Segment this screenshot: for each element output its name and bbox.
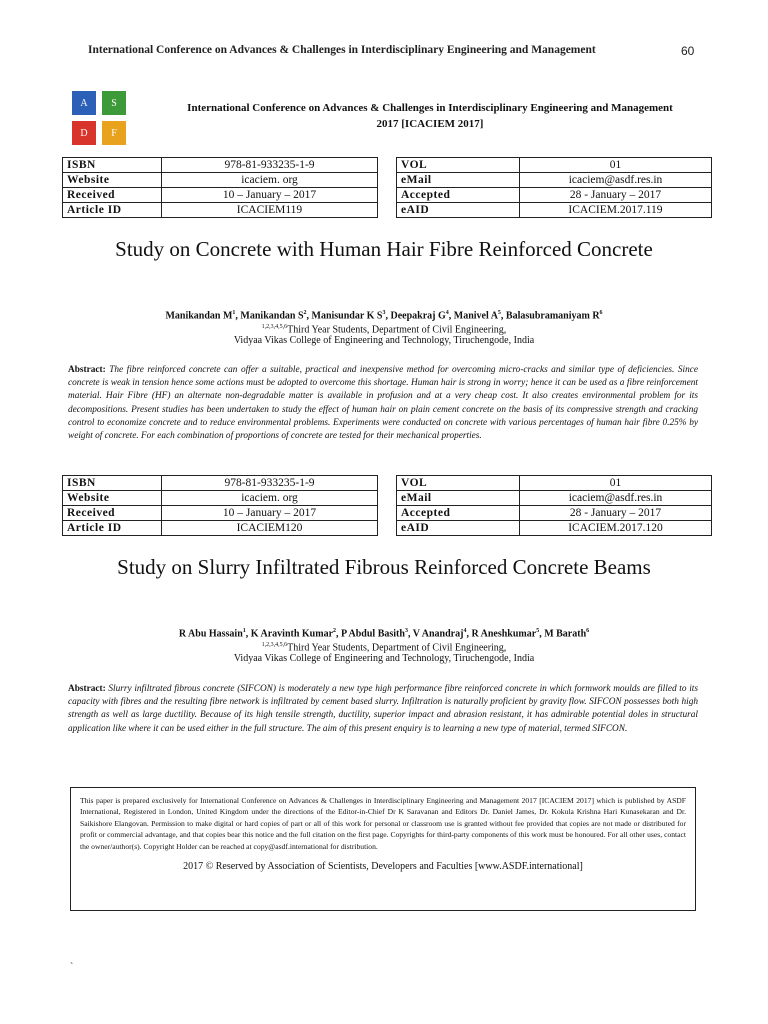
meta-row xyxy=(397,491,712,506)
meta-value: ICACIEM120 xyxy=(162,521,378,536)
copyright-box xyxy=(70,787,696,911)
meta-row xyxy=(397,476,712,491)
meta-key: Article ID xyxy=(63,203,162,218)
author-sup: 4 xyxy=(445,310,449,316)
author-name: Deepakraj G xyxy=(390,310,446,322)
abstract-text: Slurry infiltrated fibrous concrete (SIFCON) is moderately a new type high performance fibre reinforced concrete in which formwork moulds are filled to its capacity with fibres and the resulting fibre network is infiltrated by cement based slurry. Infiltration is naturally proficient by gravity flow. SIFCON possesses both high strength as well as large ductility. Because of its high tensile strength, ductility, superior impact and abrasion resistant, it has admirable potential doles in structural application like where it can be used either in the full structure. The aim of this present enquiry is to learning a new type of material, termed SIFCON. xyxy=(68,684,698,734)
meta-value: 978-81-933235-1-9 xyxy=(162,158,378,173)
meta-value: 28 - January – 2017 xyxy=(520,188,712,203)
meta-row xyxy=(397,203,712,218)
logo-cell-s: S xyxy=(102,91,126,115)
meta-row xyxy=(63,173,378,188)
meta-row xyxy=(63,188,378,203)
meta-value: 10 – January – 2017 xyxy=(162,188,378,203)
meta-key: VOL xyxy=(397,476,520,491)
meta-key: Accepted xyxy=(397,506,520,521)
meta-key: Website xyxy=(63,173,162,188)
meta-row xyxy=(63,521,378,536)
meta-key: ISBN xyxy=(63,158,162,173)
author-sup: 5 xyxy=(536,628,540,634)
meta-row xyxy=(397,173,712,188)
meta-value: 10 – January – 2017 xyxy=(162,506,378,521)
meta-value: 01 xyxy=(520,476,712,491)
page-number: 60 xyxy=(681,44,695,58)
meta-value: icaciem. org xyxy=(162,491,378,506)
affiliation-text: Third Year Students, Department of Civil Engineering, xyxy=(287,324,507,336)
logo-cell-d: D xyxy=(72,121,96,145)
author-name: Manivel A xyxy=(453,310,498,322)
copyright-line: 2017 © Reserved by Association of Scientists, Developers and Faculties [www.ASDF.international] xyxy=(183,861,583,873)
meta-value: icaciem@asdf.res.in xyxy=(520,491,712,506)
author-sup: 6 xyxy=(586,628,590,634)
meta-value: ICACIEM.2017.119 xyxy=(520,203,712,218)
meta-key: Accepted xyxy=(397,188,520,203)
paper1-title: Study on Concrete with Human Hair Fibre Reinforced Concrete xyxy=(115,237,653,261)
paper2-authors: R Abu Hassain$^1$, K Aravinth Kumar$^2$, P Abdul Basith$^3$, V Anandraj$^4$, R Aneshkumar$^5$, M Barath$^6$ xyxy=(178,628,590,640)
meta-value: 01 xyxy=(520,158,712,173)
meta-row xyxy=(63,203,378,218)
author-name: Manikandan M xyxy=(165,310,233,322)
author-sup: 4 xyxy=(463,628,467,634)
paper2-meta-left xyxy=(62,475,378,536)
author-sup: 2 xyxy=(303,310,307,316)
meta-row xyxy=(63,158,378,173)
meta-row xyxy=(63,491,378,506)
author-sup: 1 xyxy=(232,310,236,316)
meta-value: 978-81-933235-1-9 xyxy=(162,476,378,491)
meta-row xyxy=(397,506,712,521)
author-name: Manikandan S xyxy=(240,310,304,322)
meta-key: eAID xyxy=(397,203,520,218)
meta-key: Received xyxy=(63,188,162,203)
permission-note: This paper is prepared exclusively for International Conference on Advances & Challenges in Interdisciplinary Engineering and Management 2017 [ICACIEM 2017] which is published by ASDF International, Registered in London, United Kingdom under the directions of the Editor-in-Chief Dr K Saravanan and Editors Dr. Daniel James, Dr. Kokula Krishna Hari Kunasekaran and Dr. Saikishore Elangovan. Permission to make digital or hard copies of part or all of this work for personal or classroom use is granted without fee provided that copies are not made or distributed for profit or commercial advantage, and that copies bear this notice and the full citation on the first page. Copyrights for third-party components of this work must be honoured. For all other uses, contact the owner/author(s). Copyright Holder can be reached at copy@asdf.international for distribution. xyxy=(80,796,686,851)
paper2-abstract xyxy=(68,683,698,736)
conference-title: International Conference on Advances & Challenges in Interdisciplinary Engineering and Management 2017 [ICACIEM 2017] xyxy=(187,102,673,130)
meta-key: ISBN xyxy=(63,476,162,491)
paper1-meta-right xyxy=(396,157,712,218)
author-sup: 2 xyxy=(333,628,337,634)
meta-key: eMail xyxy=(397,491,520,506)
paper1-authors: Manikandan $M^1$, Manikandan $S^2$, Manisundar K $S^3$, Deepakraj $G^4$, Manivel $A^5$, Balasubramaniyam $R^6$ xyxy=(165,310,603,322)
abstract-label: Abstract: xyxy=(68,684,106,694)
running-header: International Conference on Advances & Challenges in Interdisciplinary Engineering and Management xyxy=(88,44,596,56)
abstract-label: Abstract: xyxy=(68,365,106,375)
affiliation-text: Third Year Students, Department of Civil Engineering, xyxy=(287,642,507,654)
paper1-affiliation-line2: Vidyaa Vikas College of Engineering and Technology, Tiruchengode, India xyxy=(233,335,535,346)
asdf-logo xyxy=(72,91,126,145)
author-name: Manisundar K S xyxy=(311,310,383,322)
author-sup: 1 xyxy=(242,628,246,634)
author-name: V Anandraj xyxy=(412,628,464,640)
paper1-meta-left xyxy=(62,157,378,218)
logo-cell-f: F xyxy=(102,121,126,145)
author-name: Balasubramaniyam R xyxy=(505,310,600,322)
author-sup: 3 xyxy=(404,628,408,634)
author-name: M Barath xyxy=(544,628,587,640)
paper2-meta-right xyxy=(396,475,712,536)
meta-value: 28 - January – 2017 xyxy=(520,506,712,521)
meta-key: Article ID xyxy=(63,521,162,536)
author-sup: 6 xyxy=(599,310,603,316)
paper2-affiliation-line2: Vidyaa Vikas College of Engineering and Technology, Tiruchengode, India xyxy=(233,653,535,664)
meta-value: ICACIEM.2017.120 xyxy=(520,521,712,536)
logo-cell-a: A xyxy=(72,91,96,115)
meta-row xyxy=(397,158,712,173)
stray-mark: ` xyxy=(70,962,74,973)
author-name: P Abdul Basith xyxy=(341,628,405,640)
meta-key: Received xyxy=(63,506,162,521)
affiliation-sup: 1,2,3,4,5,6 xyxy=(261,324,288,330)
author-name: R Aneshkumar xyxy=(471,628,537,640)
author-sup: 5 xyxy=(497,310,501,316)
meta-row xyxy=(63,476,378,491)
affiliation-sup: 1,2,3,4,5,6 xyxy=(261,642,288,648)
meta-row xyxy=(397,188,712,203)
abstract-text: The fibre reinforced concrete can offer a suitable, practical and inexpensive method for overcoming micro-cracks and similar type of deficiencies. Since concrete is weak in tension hence some actions must be adopted to overcome this shortage. Human hair is strong in worry; hence it can be used as a fibre reinforcement material. Hair Fibre (HF) an alternate non-degradable matter is available in profusion and at a very cheap cost. It also creates environmental problem for its decompositions. Present studies has been undertaken to study the effect of human hair on plain cement concrete on the basis of its compressive strength and cracking control to economize concrete and to reduce environmental problems. Experiments were conducted on concrete with various percentages of human hair fibre 0.25% by weight of concrete. For each combination of proportions of concrete are tested for their mechanical properties. xyxy=(68,365,698,442)
author-name: K Aravinth Kumar xyxy=(250,628,334,640)
paper1-abstract xyxy=(68,364,698,443)
meta-key: VOL xyxy=(397,158,520,173)
meta-value: icaciem. org xyxy=(162,173,378,188)
meta-value: icaciem@asdf.res.in xyxy=(520,173,712,188)
meta-row xyxy=(63,506,378,521)
paper2-title: Study on Slurry Infiltrated Fibrous Reinforced Concrete Beams xyxy=(117,555,651,579)
meta-key: Website xyxy=(63,491,162,506)
meta-key: eAID xyxy=(397,521,520,536)
author-sup: 3 xyxy=(382,310,386,316)
meta-value: ICACIEM119 xyxy=(162,203,378,218)
meta-row xyxy=(397,521,712,536)
meta-key: eMail xyxy=(397,173,520,188)
author-name: R Abu Hassain xyxy=(178,628,243,640)
